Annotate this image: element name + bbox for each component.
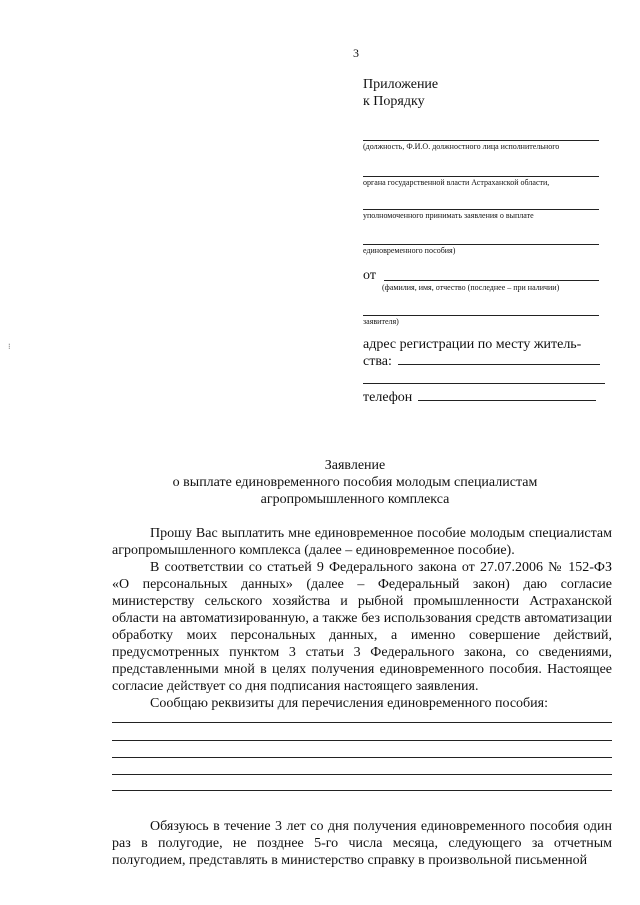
title-line-1: Заявление [324,458,386,473]
applicant-caption-2: заявителя) [363,317,399,326]
addressee-caption-4: единовременного пособия) [363,246,456,255]
addressee-caption-3: уполномоченного принимать заявления о выплате [363,211,534,220]
margin-mark: ⁝ [8,342,11,351]
from-label: от [363,268,376,283]
applicant-name-line[interactable] [384,280,599,281]
page-number: 3 [353,46,359,60]
requisites-line-2[interactable] [112,740,612,741]
paragraph-request: Прошу Вас выплатить мне единовременное пособие молодым специалистам агропромышленного комплекса (далее – единовременное пособие). [112,526,612,558]
appendix-heading [363,76,438,110]
phone-row [363,389,596,406]
body-text [112,525,612,712]
address-label-line-1: адрес регистрации по месту житель- [363,337,582,352]
paragraph-obligation: Обязуюсь в течение 3 лет со дня получения единовременного пособия один раз в полугодие, не позднее 5-го числа месяца, следующего за отчетным полугодием, представлять в министерство справку в произвольной письменной [112,819,612,868]
addressee-line-3[interactable] [363,209,599,210]
addressee-caption-2: органа государственной власти Астраханской области, [363,178,550,187]
paragraph-requisites: Сообщаю реквизиты для перечисления единовременного пособия: [150,696,548,711]
applicant-line-2[interactable] [363,315,599,316]
body-text-obligation [112,818,612,869]
requisites-line-1[interactable] [112,722,612,723]
requisites-line-5[interactable] [112,790,612,791]
requisites-line-4[interactable] [112,774,612,775]
title-line-3: агропромышленного комплекса [260,492,450,507]
phone-label: телефон [363,390,413,405]
document-title [100,457,610,508]
address-line-2[interactable] [363,383,605,384]
appendix-line-1: Приложение [363,77,439,92]
applicant-caption: (фамилия, имя, отчество (последнее – при наличии) [382,283,560,292]
title-line-2: о выплате единовременного пособия молодым специалистам [172,475,538,490]
addressee-line-4[interactable] [363,244,599,245]
address-field-line[interactable] [398,363,600,365]
paragraph-consent: В соответствии со статьей 9 Федерального закона от 27.07.2006 № 152-ФЗ «О персональных данных» (далее – Федеральный закон) даю согласие министерству сельского хозяйства и рыбной промышленности Астраханской области на автоматизированную, а также без использования средств автоматизации обработку моих персональных данных, а именно совершение действий, предусмотренных пунктом 3 статьи 3 Федерального закона, со сведениями, представленными мной в целях получения единовременного пособия. Настоящее согласие действует со дня подписания настоящего заявления. [112,560,612,694]
addressee-line-2[interactable] [363,176,599,177]
address-label-word: ства: [363,354,392,369]
requisites-line-3[interactable] [112,757,612,758]
addressee-caption-1: (должность, Ф.И.О. должностного лица исполнительного [363,142,560,151]
address-label-line-2 [363,353,600,370]
phone-field-line[interactable] [418,399,596,401]
addressee-line-1[interactable] [363,140,599,141]
appendix-line-2: к Порядку [363,94,425,109]
